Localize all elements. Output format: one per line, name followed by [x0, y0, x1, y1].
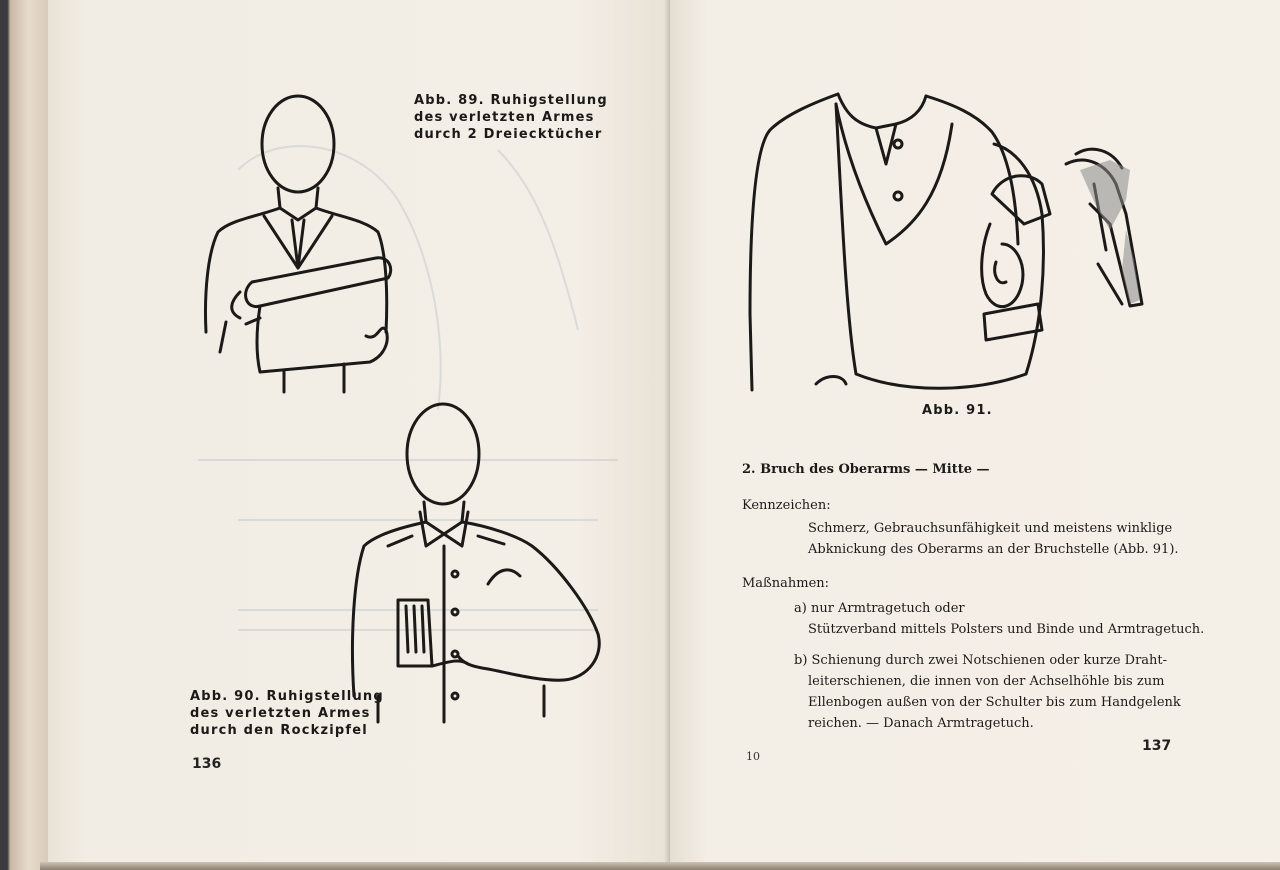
page-number-left: 136	[192, 756, 222, 772]
left-page	[48, 0, 670, 870]
figure-89-caption	[414, 92, 608, 143]
book-edge	[0, 0, 52, 870]
figure-89-caption-line: Abb. 89. Ruhigstellung	[414, 93, 608, 108]
page-number-right: 137	[1142, 738, 1172, 754]
signature-mark: 10	[746, 750, 760, 763]
book-bottom-edge	[40, 862, 1280, 870]
figure-90-caption-line: des verletzten Armes	[190, 706, 371, 721]
figure-89-caption-line: des verletzten Armes	[414, 110, 595, 125]
kennzeichen-line: Schmerz, Gebrauchsunfähigkeit und meistens winklige	[808, 521, 1173, 536]
kennzeichen-line: Abknickung des Oberarms an der Bruchstelle (Abb. 91).	[808, 542, 1179, 557]
right-page	[670, 0, 1280, 870]
kennzeichen-label: Kennzeichen:	[742, 498, 831, 513]
massnahme-b-line: reichen. — Danach Armtragetuch.	[808, 716, 1034, 731]
kennzeichen-text	[808, 518, 1198, 560]
section-heading: 2. Bruch des Oberarms — Mitte —	[742, 462, 990, 477]
massnahme-a	[794, 598, 1214, 640]
figure-90-caption	[190, 688, 384, 739]
massnahme-b-line: leiterschienen, die innen von der Achselhöhle bis zum	[808, 674, 1165, 689]
massnahme-a-line: Stützverband mittels Polsters und Binde und Armtragetuch.	[808, 622, 1205, 637]
massnahme-a-line: a) nur Armtragetuch oder	[794, 601, 965, 616]
figure-89-illustration	[200, 92, 440, 412]
figure-89-caption-line: durch 2 Dreiecktücher	[414, 127, 603, 142]
figure-91-caption: Abb. 91.	[922, 403, 993, 418]
figure-90-illustration	[348, 396, 608, 726]
massnahme-b-line: Ellenbogen außen von der Schulter bis zum Handgelenk	[808, 695, 1181, 710]
bone-shading	[1070, 140, 1160, 320]
massnahme-b-line: b) Schienung durch zwei Notschienen oder kurze Draht-	[794, 653, 1168, 668]
massnahmen-label: Maßnahmen:	[742, 576, 830, 591]
figure-90-caption-line: durch den Rockzipfel	[190, 723, 368, 738]
figure-90-caption-line: Abb. 90. Ruhigstellung	[190, 689, 384, 704]
massnahme-b	[794, 650, 1214, 734]
